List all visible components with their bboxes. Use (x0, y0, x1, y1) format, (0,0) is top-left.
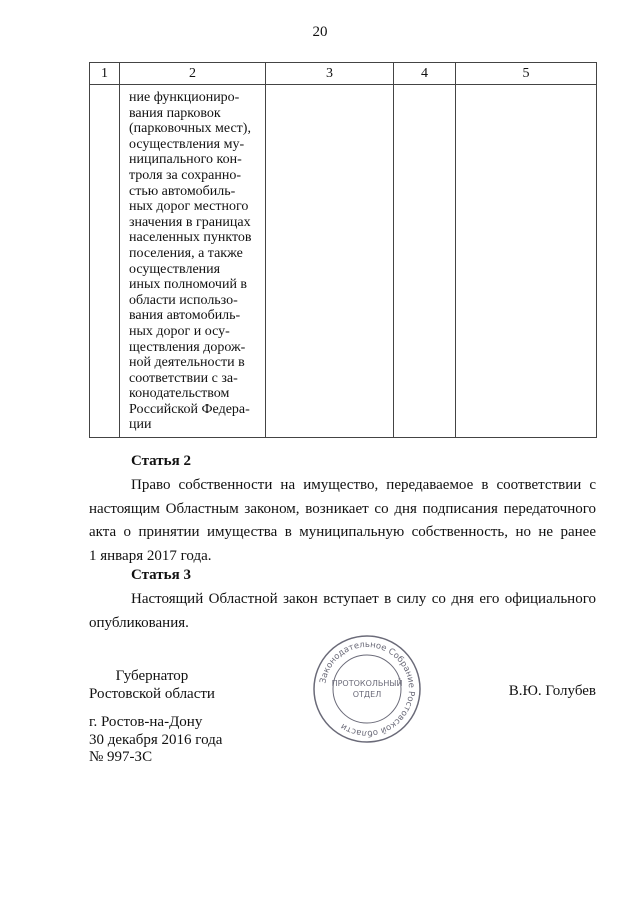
cell-line: (парковочных мест), (129, 121, 251, 137)
article-2-text (89, 474, 596, 568)
cell-line: ции (129, 417, 152, 433)
page-number: 20 (312, 24, 328, 40)
cell-line: населенных пунктов (129, 230, 252, 246)
cell-line: ниципального кон- (129, 152, 242, 168)
cell-line: поселения, а также (129, 245, 243, 261)
cell-line: троля за сохранно- (129, 167, 241, 183)
document-date: 30 декабря 2016 года (89, 731, 223, 748)
signatory-name: В.Ю. Голубев (508, 683, 596, 699)
paragraph-line: настоящим Областным законом, возникает со дня подписания передаточного (89, 500, 596, 517)
table-header-cell: 4 (394, 63, 456, 85)
cell-line: области использо- (129, 292, 238, 308)
paragraph-line: акта о принятии имущества в муниципальную собственность, но не ранее (89, 524, 596, 540)
article-2-heading: Статья 2 (131, 453, 191, 469)
cell-line: осуществления му- (129, 136, 245, 152)
cell-line: вания автомобиль- (129, 308, 241, 324)
place-and-date (89, 714, 222, 767)
signatory-title (89, 667, 215, 703)
cell-line: осуществления (129, 261, 221, 277)
cell-line: стью автомобиль- (129, 183, 236, 199)
cell-text (120, 85, 265, 433)
stamp-ring-text: Законодательное Собрание Ростовской области (318, 639, 417, 739)
paragraph-line: Право собственности на имущество, передаваемое в соответствии с (131, 477, 596, 493)
table-header-cell: 1 (90, 63, 120, 85)
stamp-outer-ring (314, 636, 420, 742)
stamp-inner-ring (333, 655, 401, 723)
cell-line: ных дорог и осу- (129, 323, 230, 339)
table-cell (120, 85, 266, 438)
cell-line: конодательством (129, 386, 230, 402)
paragraph-line: Настоящий Областной закон вступает в силу со дня его официального (131, 591, 596, 607)
cell-line: соответствии с за- (129, 370, 238, 386)
article-3-text (89, 588, 596, 635)
table-cell (266, 85, 394, 438)
table-header-cell: 2 (120, 63, 266, 85)
signatory-title-line: Ростовской области (89, 686, 215, 702)
table-header-row (90, 63, 597, 85)
official-stamp (311, 633, 423, 745)
table-cell (90, 85, 120, 438)
cell-line: вания парковок (129, 105, 221, 121)
signatory-title-line: Губернатор (115, 668, 189, 684)
cell-line: ние функциониро- (129, 90, 240, 105)
paragraph-line: 1 января 2017 года. (89, 547, 212, 564)
cell-line: ной деятельности в (129, 355, 245, 371)
document-table (89, 62, 597, 438)
paragraph-line: опубликования. (89, 614, 189, 631)
table-cell (394, 85, 456, 438)
stamp-center-line: ОТДЕЛ (352, 690, 382, 699)
table-cell (456, 85, 597, 438)
article-3-heading: Статья 3 (131, 567, 191, 583)
table-header-cell: 5 (456, 63, 597, 85)
cell-line: ществления дорож- (129, 339, 246, 355)
cell-line: иных полномочий в (129, 277, 248, 293)
table-header-cell: 3 (266, 63, 394, 85)
document-number: № 997-ЗС (89, 749, 153, 765)
stamp-center-line: ПРОТОКОЛЬНЫЙ (331, 679, 403, 688)
table-row (90, 85, 597, 438)
place-city: г. Ростов-на-Дону (89, 714, 203, 730)
cell-line: Российской Федера- (129, 401, 250, 417)
cell-line: значения в границах (129, 214, 251, 230)
cell-line: ных дорог местного (129, 199, 249, 215)
